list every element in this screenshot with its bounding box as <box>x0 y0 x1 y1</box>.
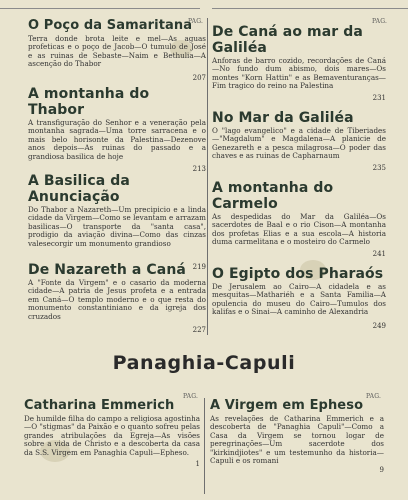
entry-title: A montanha do Carmelo <box>212 180 334 212</box>
entry-description: As despedidas do Mar da Galiléa—Os sacerdotes de Baal e o rio Cison—A montanha dos profetas Elias e a sua escola—A historia duma carmelitana e o mosteiro do Carmelo <box>212 212 386 247</box>
pag-label-bottom-left: PAG. <box>183 393 199 400</box>
entry-page: 213 <box>192 165 206 173</box>
entry-title: A Virgem em Epheso <box>210 398 364 413</box>
entry-description: De Jerusalem ao Cairo—A cidadela e as mesquitas—Mathariéh e a Santa Familia—A opulencia do museu do Cairo—Tumulos dos kalifas e o Sinai—A caminho de Alexandria <box>212 282 386 317</box>
entry-title: A montanha do Thabor <box>28 86 150 118</box>
entry-title: De Caná ao mar da Galiléa <box>212 24 363 56</box>
column-divider-bottom <box>204 398 205 494</box>
entry-page: 235 <box>372 164 386 172</box>
entry-title: Catharina Emmerich <box>24 398 175 413</box>
entry-title: O Egipto dos Pharaós <box>212 266 384 282</box>
pag-label-right: PAG. <box>372 18 388 25</box>
entry-description: A transfiguração do Senhor e a veneração pela montanha sagrada—Uma torre sarracena e o mais belo horisonte da Palestina—Dezenove anos depois—As ruinas do passado e a grandiosa basilica de hoje <box>28 118 206 161</box>
entry-page: 231 <box>372 94 386 102</box>
index-entry[interactable] <box>28 18 206 82</box>
entry-page: 207 <box>192 74 206 82</box>
entry-description: Anforas de barro cozido, recordações de Caná—No fundo dum abismo, dois mares—Os montes "Korn Hattin" e as Bemaventuranças—Fim tragico do reino na Palestina <box>212 56 386 91</box>
entry-page: 1 <box>195 460 200 468</box>
entry-page: 9 <box>379 466 384 474</box>
entry-description: Do Thabor a Nazareth—Um precipicio e a linda cidade da Virgem—Como se levantam e arrazam basilicas—O transporte da "santa casa", prodigio da aviação divina—Como das cinzas valesecorgir um monumento grandioso <box>28 205 206 248</box>
entry-page: 241 <box>372 250 386 258</box>
entry-title: O Poço da Samaritana <box>28 18 193 33</box>
entry-title: No Mar da Galiléa <box>212 110 354 126</box>
entry-page: 227 <box>192 326 206 334</box>
entry-title: De Nazareth a Caná <box>28 262 186 278</box>
index-entry[interactable] <box>212 110 386 172</box>
index-entry[interactable] <box>28 262 206 334</box>
section-title: Panaghia-Capuli <box>112 352 296 374</box>
index-entry[interactable] <box>212 24 386 102</box>
index-entry[interactable] <box>210 398 384 474</box>
index-entry[interactable] <box>212 266 386 330</box>
index-entry[interactable] <box>24 398 200 468</box>
entry-description: O "lago evangelico" e a cidade de Tiberiades—"Magdalum" e Magdalena—A planicie de Genezareth e a pesca milagrosa—O poder das chaves e as ruinas de Capharnaum <box>212 126 386 161</box>
top-rule <box>212 8 408 9</box>
entry-description: Terra donde brota leite e mel—As aguas profeticas e o poço de Jacob—O tumulo de José e as ruinas de Sebaste—Naim e Bethulia—A ascenção do Thabor <box>28 34 206 69</box>
entry-page: 219 <box>192 263 206 271</box>
pag-label-bottom-right: PAG. <box>366 393 382 400</box>
index-entry[interactable] <box>212 180 386 258</box>
top-rule <box>0 8 200 9</box>
column-divider <box>207 18 208 335</box>
index-entry[interactable] <box>28 86 206 173</box>
entry-title: A Basilica da Anunciação <box>28 173 130 205</box>
entry-description: As revelações de Catharina Emmerich e a descoberta de "Panaghia Capuli"—Como a Casa da Virgem se tornou logar de peregrinações—Um sacerdote dos "kirkindjiotes" e um testemunho da historia—Capuli e os romani <box>210 414 384 466</box>
entry-description: De humilde filha do campo a religiosa agostinha—O "stigmas" da Paixão e o quanto sofreu pelas grandes atribulações da Egreja—As visões sobre a vida de Christo e a descoberta da casa da S.S. Virgem em Panaghia Capuli—Epheso. <box>24 414 200 457</box>
pag-label-left: PAG. <box>188 18 204 25</box>
entry-page: 249 <box>372 322 386 330</box>
entry-description: A "Fonte da Virgem" e o casario da moderna cidade—A patria de Jesus profeta e a entrada em Caná—O templo moderno e o que resta do monumento constantiniano e da igreja dos cruzados <box>28 278 206 321</box>
